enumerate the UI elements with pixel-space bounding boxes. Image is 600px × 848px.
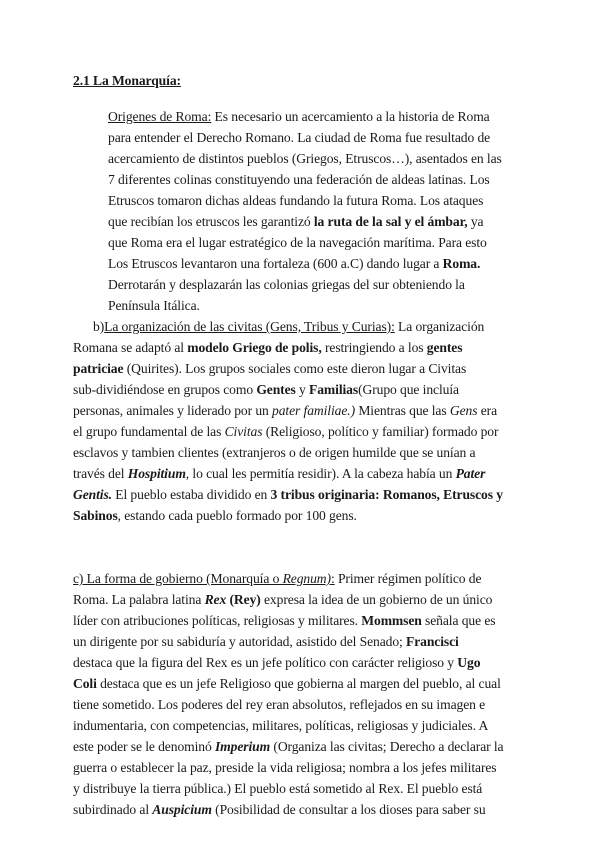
text-span: , estando cada pueblo formado por 100 gens. (117, 508, 357, 523)
paragraph-line: y distribuye la tierra pública.) El pueblo está sometido al Rex. El pueblo está (73, 781, 483, 796)
text-span: Primer régimen político de (334, 571, 482, 586)
italic-term: Regnum) (282, 571, 331, 586)
text-span: subirdinado al (73, 802, 153, 817)
paragraph-line (73, 675, 501, 693)
paragraph-line (73, 360, 466, 378)
text-span: (Organiza las civitas; Derecho a declarar la (270, 739, 504, 754)
emphasis: Francisci (406, 634, 459, 649)
text-span: destaca que la figura del Rex es un jefe político con carácter religioso y (73, 655, 458, 670)
text-span: c) La forma de gobierno (Monarquía o (73, 571, 283, 586)
text-span: Los Etruscos levantaron una fortaleza (600 a.C) dando lugar a (108, 256, 443, 271)
emphasis: Sabinos (73, 508, 118, 523)
text-span: líder con atribuciones políticas, religiosas y militares. (73, 613, 362, 628)
text-span: sub-dividiéndose en grupos como (73, 382, 257, 397)
section-title: La organización de las civitas (Gens, Tribus y Curias): (104, 319, 395, 334)
text-span: : (330, 571, 335, 586)
italic-term: Gens (449, 403, 478, 418)
text-span: este poder se le denominó (73, 739, 215, 754)
paragraph-line (73, 507, 357, 525)
paragraph-line (73, 423, 498, 441)
emphasis: modelo Griego de polis, (187, 340, 322, 355)
bold-italic-term: Rex (204, 592, 227, 607)
text-span: Romana se adaptó al (73, 340, 188, 355)
paragraph-line (108, 255, 480, 273)
paragraph-line (108, 213, 484, 231)
emphasis: Coli (73, 676, 97, 691)
emphasis: gentes (426, 340, 463, 355)
text-span: y (295, 382, 310, 397)
bold-italic-term: Imperium (214, 739, 271, 754)
paragraph-line (108, 108, 490, 126)
text-span: que recibían los etruscos les garantizó (108, 214, 314, 229)
emphasis: Gentes (256, 382, 296, 397)
paragraph-line: acercamiento de distintos pueblos (Griegos, Etruscos…), asentados en las (108, 151, 502, 166)
text-span: el grupo fundamental de las (73, 424, 225, 439)
text-span: través del (73, 466, 128, 481)
paragraph-line (73, 570, 481, 588)
text-span: La organización (394, 319, 485, 334)
text-span: (Quirites). Los grupos sociales como este dieron lugar a Civitas (123, 361, 467, 376)
italic-term: Civitas (224, 424, 263, 439)
paragraph-line (93, 318, 484, 336)
paragraph-line: Península Itálica. (108, 298, 200, 313)
emphasis: 3 tribus originaria: Romanos, Etruscos y (270, 487, 503, 502)
text-span: (Religioso, político y familiar) formado por (262, 424, 499, 439)
bold-italic-term: Auspicium (152, 802, 212, 817)
bold-italic-term: Hospitium (127, 466, 186, 481)
text-span: Mientras que las (355, 403, 450, 418)
paragraph-line (73, 486, 503, 504)
section-title (73, 571, 335, 586)
paragraph-line: esclavos y tambien clientes (extranjeros o de origen humilde que se unían a (73, 445, 476, 460)
emphasis: (Rey) (226, 592, 261, 607)
text-span: un dirigente por su sabiduría y autoridad, asistido del Senado; (73, 634, 406, 649)
text-span: El pueblo estaba dividido en (111, 487, 271, 502)
text-span: Es necesario un acercamiento a la historia de Roma (211, 109, 490, 124)
text-span: destaca que es un jefe Religioso que gobierna al margen del pueblo, al cual (96, 676, 501, 691)
paragraph-line: que Roma era el lugar estratégico de la navegación marítima. Para esto (108, 235, 487, 250)
emphasis: Ugo (457, 655, 481, 670)
text-span: era (477, 403, 497, 418)
text-span: (Grupo que incluía (358, 382, 459, 397)
paragraph-line (73, 591, 492, 609)
paragraph-line: tiene sometido. Los poderes del rey eran absolutos, reflejados en su imagen e (73, 697, 486, 712)
paragraph-line (73, 738, 504, 756)
emphasis: Familias (309, 382, 359, 397)
text-span: personas, animales y liderado por un (73, 403, 273, 418)
paragraph-line (73, 654, 480, 672)
emphasis: patriciae (73, 361, 124, 376)
paragraph-line: para entender el Derecho Romano. La ciudad de Roma fue resultado de (108, 130, 491, 145)
bold-italic-term: Pater (455, 466, 486, 481)
section-heading (73, 72, 181, 90)
paragraph-line (73, 465, 485, 483)
paragraph-line (73, 633, 459, 651)
paragraph-line (73, 612, 495, 630)
heading-text: 2.1 La Monarquía: (73, 73, 181, 88)
emphasis: Roma. (442, 256, 481, 271)
text-span: ya (467, 214, 484, 229)
paragraph-line: indumentaria, con competencias, militares, políticas, religiosas y judiciales. A (73, 718, 489, 733)
text-span: restringiendo a los (321, 340, 427, 355)
paragraph-line: 7 diferentes colinas constituyendo una federación de aldeas latinas. Los (108, 172, 490, 187)
section-title: Origenes de Roma: (108, 109, 212, 124)
bold-italic-term: Gentis. (73, 487, 112, 502)
text-span: señala que es (421, 613, 496, 628)
paragraph-line: Etruscos tomaron dichas aldeas fundando la futura Roma. Los ataques (108, 193, 484, 208)
paragraph-line: Derrotarán y desplazarán las colonias griegas del sur obteniendo la (108, 277, 465, 292)
paragraph-line (73, 402, 497, 420)
paragraph-line (73, 339, 462, 357)
paragraph-line (73, 381, 459, 399)
paragraph-line: guerra o establecer la paz, preside la vida religiosa; nombra a los jefes militares (73, 760, 497, 775)
text-span: expresa la idea de un gobierno de un único (260, 592, 493, 607)
text-span: b) (93, 319, 105, 334)
emphasis: la ruta de la sal y el ámbar, (313, 214, 468, 229)
text-span: , lo cual les permitía residir). A la cabeza había un (185, 466, 456, 481)
paragraph-line (73, 801, 486, 819)
italic-term: pater familiae.) (272, 403, 356, 418)
text-span: (Posibilidad de consultar a los dioses para saber su (211, 802, 486, 817)
text-span: Roma. La palabra latina (73, 592, 205, 607)
emphasis: Mommsen (361, 613, 422, 628)
